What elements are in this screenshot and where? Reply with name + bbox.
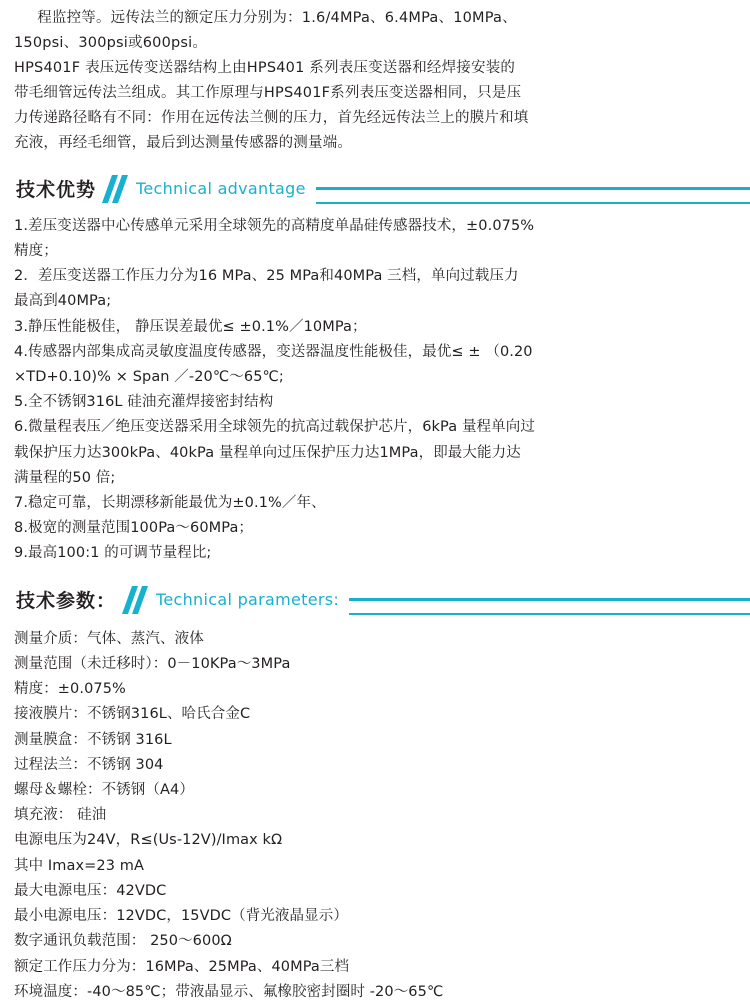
intro-paragraph [0,0,750,156]
param-line: 精度：±0.075% [14,681,126,698]
section-title-en: Technical parameters: [152,583,349,617]
list-item: 8.极宽的测量范围100Pa～60MPa； [14,520,254,537]
intro-line: 程监控等。远传法兰的额定压力分别为：1.6/4MPa、6.4MPa、10MPa、 [37,10,517,26]
intro-line: 充液，再经毛细管，最后到达测量传感器的测量端。 [14,134,353,151]
intro-line: HPS401F 表压远传变送器结构上由HPS401 系列表压变送器和经焊接安装的 [14,59,516,76]
list-item: 2．差压变送器工作压力分为16 MPa、25 MPa和40MPa 三档，单向过载压力 [14,268,519,285]
list-item: 7.稳定可靠，长期漂移新能最优为±0.1%／年、 [14,495,326,512]
list-item: 4.传感器内部集成高灵敏度温度传感器，变送器温度性能极佳，最优≤ ± （0.20 [14,343,533,360]
list-item: ×TD+0.10)% × Span ／-20℃～65℃; [14,368,284,385]
list-item: 6.微量程表压／绝压变送器采用全球领先的抗高过载保护芯片，6kPa 量程单向过 [14,419,535,436]
list-item: 满量程的50 倍; [14,469,116,486]
param-line: 测量介质：气体、蒸汽、液体 [14,630,204,647]
list-item: 1.差压变送器中心传感单元采用全球领先的高精度单晶硅传感器技术，±0.075% [14,217,535,234]
advantage-list [0,214,750,567]
slash-icon [98,172,132,206]
param-line: 数字通讯负载范围： 250～600Ω [14,933,232,950]
list-item: 精度； [14,242,58,259]
param-line: 螺母＆螺栓：不锈钢（A4） [14,782,194,798]
param-line: 过程法兰：不锈钢 304 [14,756,164,773]
param-line: 电源电压为24V，R≤(Us-12V)/Imax kΩ [14,832,283,849]
param-line: 测量范围（未迁移时）：0－10KPa～3MPa [14,655,291,672]
intro-line: 150psi、300psi或600psi。 [14,34,208,51]
param-line: 最大电源电压：42VDC [14,882,167,899]
list-item: 最高到40MPa; [14,293,112,310]
intro-line: 带毛细管远传法兰组成。其工作原理与HPS401F系列表压变送器相同，只是压 [14,84,522,101]
section-title-cn: 技术参数： [0,583,118,617]
section-title-en: Technical advantage [132,172,316,206]
section-heading-parameters [0,583,750,617]
slash-icon [118,583,152,617]
param-line: 环境温度：-40～85℃；带液晶显示、氟橡胶密封圈时 -20～65℃ [14,983,444,1000]
param-line: 接液膜片：不锈钢316L、哈氏合金C [14,706,251,723]
param-line: 测量膜盒：不锈钢 316L [14,731,172,748]
list-item: 载保护压力达300kPa、40kPa 量程单向过压保护压力达1MPa，即最大能力达 [14,444,521,461]
param-line: 填充液： 硅油 [14,807,107,824]
list-item: 3.静压性能极佳， 静压误差最优≤ ±0.1%／10MPa； [14,318,367,335]
section-title-cn: 技术优势 [0,172,98,206]
param-line: 最小电源电压：12VDC，15VDC（背光液晶显示） [14,908,348,925]
list-item: 9.最高100:1 的可调节量程比; [14,545,212,562]
list-item: 5.全不锈钢316L 硅油充灌焊接密封结构 [14,394,274,411]
param-line: 额定工作压力分为：16MPa、25MPa、40MPa三档 [14,958,350,975]
param-line: 其中 Imax=23 mA [14,857,145,874]
section-heading-advantage [0,172,750,206]
parameters-list [0,625,750,1005]
intro-line: 力传递路径略有不同：作用在远传法兰侧的压力，首先经远传法兰上的膜片和填 [14,109,529,126]
